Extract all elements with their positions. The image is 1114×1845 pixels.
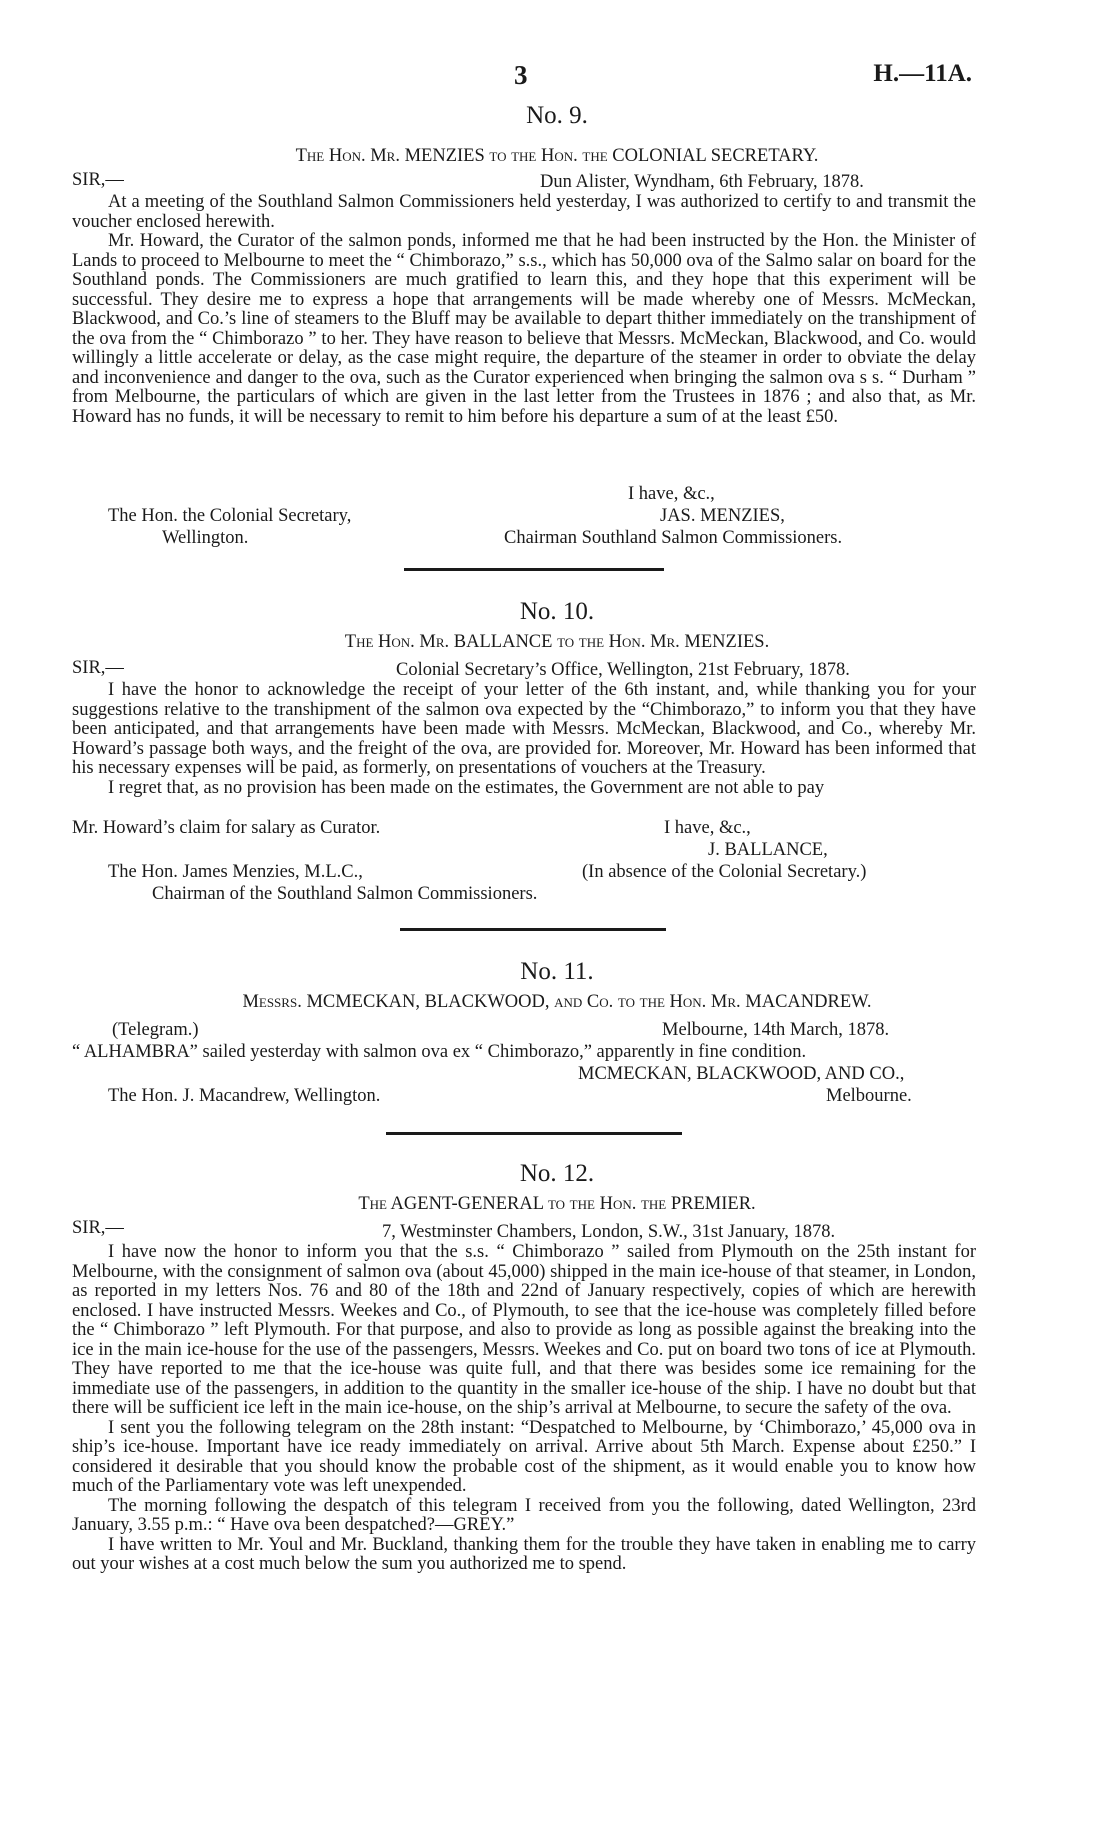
closing: I have, &c., <box>628 484 715 504</box>
paragraph: Mr. Howard, the Curator of the salmon ponds, informed me that he had been instructed by the Hon. the Minister of Lands to proceed to Melbourne to meet the “ Chimborazo,” s.s., which has 50,000 ova of the Salmo salar on board for the Southland ponds. The Commissioners are much gratified to learn this, and they hope that this experiment will be successful. They desire me to express a hope that arrangements will be made whereby one of Messrs. McMeckan, Blackwood, and Co.’s line of steamers to the Bluff may be available to depart thither immediately on the transhipment of the ova from the “ Chimborazo ” to her. They have reason to believe that Messrs. McMeckan, Blackwood, and Co. would willingly a little accelerate or delay, as the case might require, the departure of the steamer in order to obviate the delay and inconvenience and danger to the ova, such as the Curator experienced when bringing the salmon ova s s. “ Durham ” from Melbourne, the particulars of which are given in the last letter from the Trustees in 1876 ; and also that, as Mr. Howard has no funds, it will be necessary to remit to him before his departure a sum of at the least £50. <box>72 231 976 427</box>
dateline: Colonial Secretary’s Office, Wellington, 21st February, 1878. <box>396 660 850 680</box>
last-line: Mr. Howard’s claim for salary as Curator. <box>72 818 381 838</box>
telegram-label: (Telegram.) <box>112 1020 199 1040</box>
telegram-body: “ ALHAMBRA” sailed yesterday with salmon ova ex “ Chimborazo,” apparently in fine condition. <box>72 1042 807 1062</box>
letter-subtitle: The Hon. Mr. MENZIES to the Hon. the COLONIAL SECRETARY. <box>295 146 819 166</box>
addressee: The Hon. James Menzies, M.L.C., <box>108 862 363 882</box>
paragraph: I have now the honor to inform you that the s.s. “ Chimborazo ” sailed from Plymouth on the 25th instant for Melbourne, with the consignment of salmon ova (about 45,000) shipped in the main ice-house of that steamer, in London, as reported in my letters Nos. 76 and 80 of the 18th and 22nd of January respectively, copies of which are herewith enclosed. I have instructed Messrs. Weekes and Co., of Plymouth, to see that the ice-house was completely filled before the “ Chimborazo ” left Plymouth. For that purpose, and also to provide as long as possible against the breaking into the ice in the main ice-house for the use of the passengers, Messrs. Weekes and Co. put on board two tons of ice at Plymouth. They have reported to me that the ice-house was quite full, and that there was besides some ice remaining for the immediate use of the passengers, in addition to the quantity in the smaller ice-house of the ship. I have no doubt but that there will be sufficient ice left in the main ice-house, on the ship’s arrival at Melbourne, to secure the safety of the ova. <box>72 1242 976 1418</box>
signature: MCMECKAN, BLACKWOOD, AND CO., <box>578 1064 905 1084</box>
paragraph: I sent you the following telegram on the 28th instant: “Despatched to Melbourne, by ‘Chimborazo,’ 45,000 ova in ship’s ice-house. Important have ice ready immediately on arrival. Arrive about 5th March. Expense about £250.” I considered it desirable that you should know the probable cost of the shipment, as it would enable you to know how much of the Parliamentary vote was left unexpended. <box>72 1417 976 1496</box>
paragraph: I have the honor to acknowledge the receipt of your letter of the 6th instant, and, while thanking you for your suggestions relative to the transhipment of the salmon ova expected by the “Chimborazo,” to inform you that they have been anticipated, and that arrangements have been made with Messrs. McMeckan, Blackwood, and Co., whereby Mr. Howard’s passage both ways, and the freight of the ova, are provided for. Moreover, Mr. Howard has been informed that his necessary expenses will be paid, as formerly, on presentations of vouchers at the Treasury. <box>72 680 976 778</box>
document-reference: H.—11A. <box>873 60 972 87</box>
letter-subtitle: Messrs. MCMECKAN, BLACKWOOD, and Co. to the Hon. Mr. MACANDREW. <box>242 992 872 1012</box>
paragraph: At a meeting of the Southland Salmon Commissioners held yesterday, I was authorized to certify to and transmit the voucher enclosed herewith. <box>72 192 976 232</box>
letter-number: No. 9. <box>526 102 588 129</box>
salutation: SIR,— <box>72 170 124 190</box>
dateline: Dun Alister, Wyndham, 6th February, 1878. <box>540 172 864 192</box>
page-number: 3 <box>514 60 528 90</box>
letter-number: No. 12. <box>519 1160 595 1187</box>
paragraph: The morning following the despatch of this telegram I received from you the following, dated Wellington, 23rd January, 3.55 p.m.: “ Have ova been despatched?—GREY.” <box>72 1495 976 1535</box>
signature-place: Melbourne. <box>826 1086 912 1106</box>
letter-subtitle: The Hon. Mr. BALLANCE to the Hon. Mr. MENZIES. <box>344 632 770 652</box>
paragraph: I regret that, as no provision has been made on the estimates, the Government are not able to pay <box>108 777 825 798</box>
dateline: 7, Westminster Chambers, London, S.W., 31st January, 1878. <box>382 1222 836 1242</box>
signature-title: Chairman Southland Salmon Commissioners. <box>504 528 843 548</box>
letter-body <box>72 1243 976 1575</box>
addressee-place: Chairman of the Southland Salmon Commissioners. <box>152 884 538 904</box>
section-divider <box>386 1132 682 1135</box>
letter-number: No. 11. <box>520 958 594 985</box>
letter-body <box>72 681 976 798</box>
dateline: Melbourne, 14th March, 1878. <box>662 1020 890 1040</box>
signature-title: (In absence of the Colonial Secretary.) <box>582 862 867 882</box>
section-divider <box>404 568 664 571</box>
paragraph: I have written to Mr. Youl and Mr. Buckland, thanking them for the trouble they have taken in enabling me to carry out your wishes at a cost much below the sum you authorized me to spend. <box>72 1534 976 1574</box>
signature: JAS. MENZIES, <box>660 506 785 526</box>
salutation: SIR,— <box>72 658 124 678</box>
letter-subtitle: The AGENT-GENERAL to the Hon. the PREMIER. <box>358 1194 756 1214</box>
section-divider <box>400 928 666 931</box>
closing: I have, &c., <box>664 818 751 838</box>
letter-body <box>72 193 976 427</box>
addressee-place: Wellington. <box>162 528 249 548</box>
salutation: SIR,— <box>72 1218 124 1238</box>
signature: J. BALLANCE, <box>708 840 828 860</box>
addressee: The Hon. the Colonial Secretary, <box>108 506 352 526</box>
letter-number: No. 10. <box>519 598 595 625</box>
addressee: The Hon. J. Macandrew, Wellington. <box>108 1086 381 1106</box>
